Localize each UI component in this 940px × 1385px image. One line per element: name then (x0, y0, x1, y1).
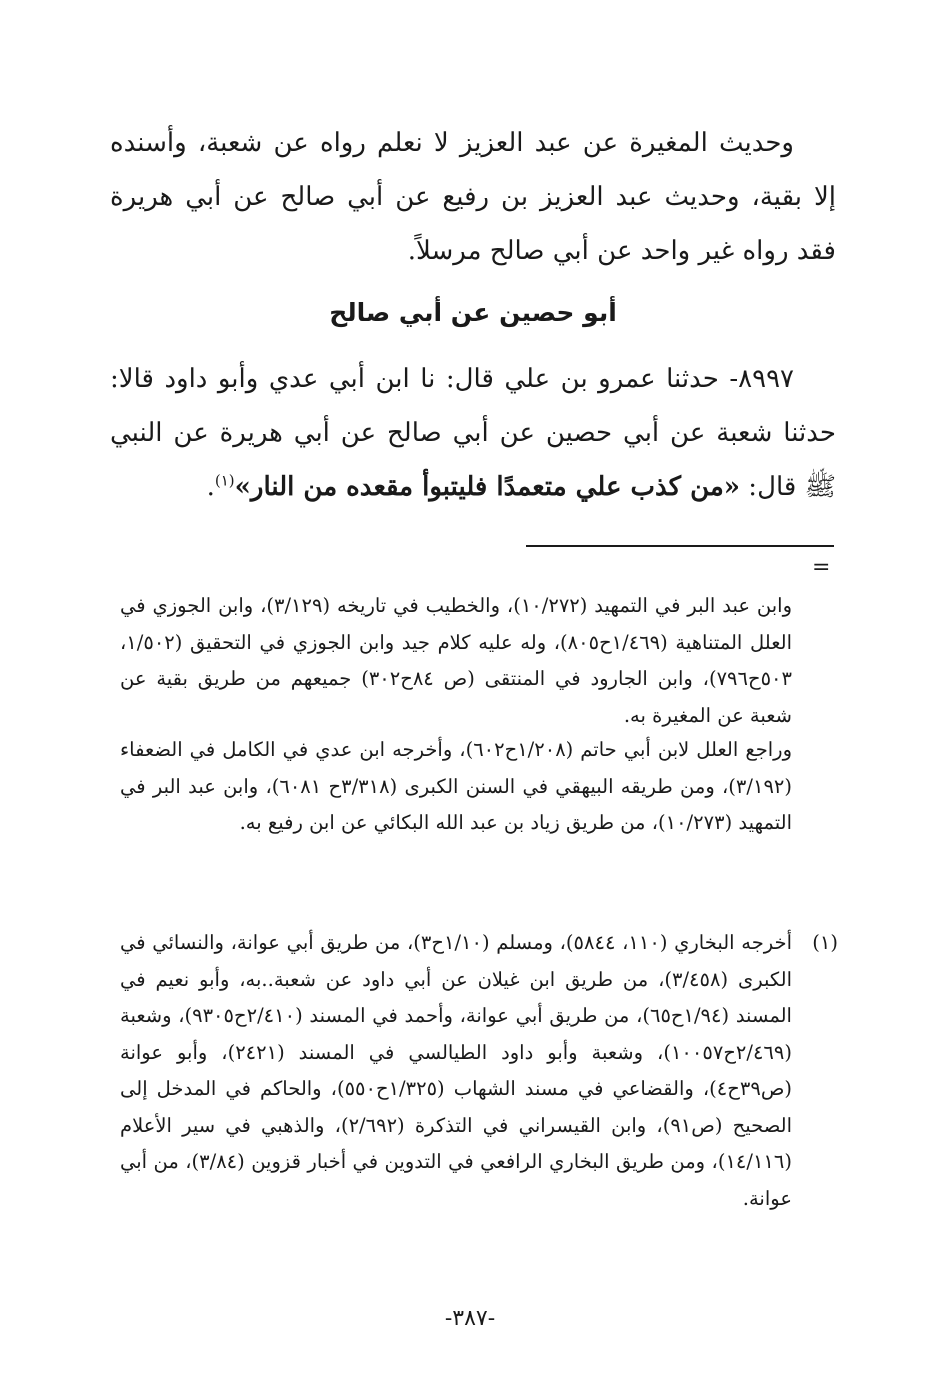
intro-paragraph (110, 116, 836, 278)
footnote-1-number: (١) (812, 931, 838, 954)
footnote-continuation-paragraph-2: وراجع العلل لابن أبي حاتم (١/٢٠٨ح٦٠٢)، وأخرجه ابن عدي في الكامل في الضعفاء (٣/١٩٢)، ومن طريقه البيهقي في السنن الكبرى (٣/٣١٨ح ٦٠٨١)، وابن عبد البر في التمهيد (١٠/٢٧٣)، من طريق زياد بن عبد الله البكائي عن ابن رفيع به. (120, 738, 792, 834)
footnote-reference: (١) (214, 471, 235, 490)
footnote-1-text: أخرجه البخاري (١١٠، ٥٨٤٤)، ومسلم (١/١٠ح٣)، من طريق أبي عوانة، والنسائي في الكبرى (٣/٤٥٨)، من طريق ابن غيلان عن أبي داود عن شعبة..به، وأبو نعيم في المسند (١/٩٤ح٦٥)، من طريق أبي عوانة، وأحمد في المسند (٢/٤١٠ح٩٣٠٥)، وشعبة (٢/٤٦٩ح١٠٠٥٧)، وشعبة وأبو داود الطيالسي في المسند (٢٤٢١)، وأبو عوانة (ص٣٩ح٤)، والقضاعي في مسند الشهاب (١/٣٢٥ح٥٥٠)، والحاكم في المدخل إلى الصحيح (ص٩١)، وابن القيسراني في التذكرة (٢/٦٩٢)، والذهبي في سير الأعلام (١٤/١١٦)، ومن طريق البخاري الرافعي في التدوين في أخبار قزوين (٣/٨٤)، من أبي عوانة. (120, 931, 792, 1210)
hadith-quote: «من كذب علي متعمدًا فليتبوأ مقعده من النار» (234, 472, 741, 502)
footnote-separator (526, 545, 834, 547)
footnote-continuation-paragraph-1: وابن عبد البر في التمهيد (١٠/٢٧٢)، والخطيب في تاريخه (٣/١٢٩)، وابن الجوزي في العلل المتناهية (١/٤٦٩ح٨٠٥)، وله عليه كلام جيد وابن الجوزي في التحقيق (١/٥٠٢، ٥٠٣ح٧٩٦)، وابن الجارود في المنتقى (ص ٨٤ح٣٠٢) جميعهم من طريق بقية عن شعبة عن المغيرة به. (120, 594, 792, 727)
hadith-end: . (206, 472, 215, 502)
intro-paragraph-text: وحديث المغيرة عن عبد العزيز لا نعلم رواه عن شعبة، وأسنده إلا بقية، وحديث عبد العزيز بن رفيع عن أبي صالح عن أبي هريرة فقد رواه غير واحد عن أبي صالح مرسلاً. (110, 128, 836, 266)
section-heading: أبو حصين عن أبي صالح (329, 298, 617, 327)
hadith-paragraph (110, 352, 836, 514)
hadith-text: ٨٩٩٧- حدثنا عمرو بن علي قال: نا ابن أبي عدي وأبو داود قالا: حدثنا شعبة عن أبي حصين عن أبي صالح عن أبي هريرة عن النبي ﷺ قال: (110, 364, 836, 502)
footnote-continuation-mark: = (812, 555, 831, 580)
page-number: -٣٨٧- (444, 1306, 496, 1331)
